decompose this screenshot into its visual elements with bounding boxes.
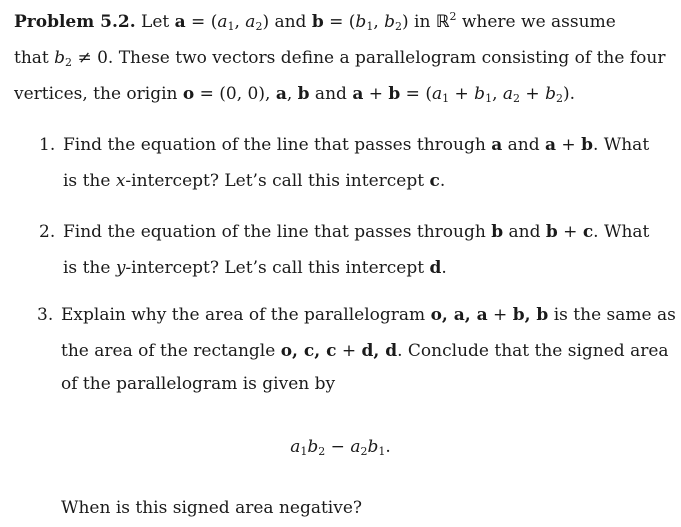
vector-a: a (544, 135, 556, 155)
var: b (367, 437, 379, 457)
vector-o: o (182, 84, 195, 104)
var: b (355, 12, 367, 32)
text: . What (593, 222, 650, 242)
vector-c: c (582, 222, 594, 242)
text: , (234, 12, 246, 32)
var: b (545, 84, 556, 104)
intro-line-3 (14, 83, 575, 105)
text: . Conclude that the signed area (397, 341, 669, 361)
text: the area of the rectangle (61, 341, 281, 361)
vector-a: a (174, 12, 186, 32)
vector-list: o, c, c (280, 341, 337, 361)
var: b (474, 84, 486, 104)
vector-b: b (297, 84, 310, 104)
text: ). (562, 84, 576, 104)
vector-b: b (311, 12, 324, 32)
text: ) in (402, 12, 436, 32)
text: + (449, 84, 475, 104)
var: y (115, 258, 126, 278)
text: + (487, 305, 513, 325)
intro-line-2 (14, 47, 665, 69)
subscript: 1 (227, 20, 235, 33)
item-2-line-2 (63, 257, 447, 279)
subscript: 2 (318, 445, 326, 458)
text: is the (63, 171, 116, 191)
text: -intercept? Let’s call this intercept (125, 258, 430, 278)
text: Let (141, 12, 175, 32)
intro-line-1 (14, 11, 616, 33)
text: + (556, 135, 582, 155)
text: is the (63, 258, 116, 278)
vector-list: b, b (512, 305, 549, 325)
text: + (363, 84, 389, 104)
subscript: 1 (366, 20, 374, 33)
text: vertices, the origin (14, 84, 183, 104)
text: + (520, 84, 546, 104)
text: and (502, 135, 545, 155)
text: Find the equation of the line that passes through (63, 222, 492, 242)
item-3-line-3: of the parallelogram is given by (61, 374, 336, 394)
text: where we assume (456, 12, 616, 32)
var: a (245, 12, 256, 32)
subscript: 1 (378, 445, 386, 458)
vector-d: d (429, 258, 442, 278)
problem-label: Problem 5.2. (14, 12, 136, 32)
item-1-number: 1. (39, 135, 56, 155)
vector-list: o, a, a (430, 305, 488, 325)
vector-b: b (545, 222, 558, 242)
item-3-number: 3. (37, 305, 54, 325)
text: , (373, 12, 385, 32)
text: = ( (400, 84, 432, 104)
subscript: 2 (255, 20, 263, 33)
var: a (350, 437, 361, 457)
text: − (325, 437, 351, 457)
text: , (286, 84, 298, 104)
text: = (0, 0), (194, 84, 276, 104)
text: ≠ 0. These two vectors define a parallelogram consisting of the four (72, 48, 666, 68)
text: . (439, 171, 446, 191)
text: and (503, 222, 546, 242)
text: , (492, 84, 503, 104)
signed-area-formula (0, 436, 681, 458)
text: . What (592, 135, 650, 155)
text: + (336, 341, 362, 361)
text: = ( (185, 12, 218, 32)
subscript: 1 (442, 92, 450, 105)
text: + (557, 222, 583, 242)
vector-a: a (352, 84, 364, 104)
text: ) and (262, 12, 312, 32)
text: Explain why the area of the parallelogram (61, 305, 431, 325)
subscript: 2 (360, 445, 368, 458)
var: a (290, 437, 301, 457)
reals-symbol: ℝ (435, 12, 450, 32)
var: b (384, 12, 396, 32)
var: a (502, 84, 514, 104)
vector-a: a (491, 135, 503, 155)
superscript: 2 (449, 10, 457, 23)
item-1-line-2 (63, 170, 445, 192)
text: = ( (323, 12, 356, 32)
var: b (54, 48, 66, 68)
text: Find the equation of the line that passes through (63, 135, 492, 155)
text: that (14, 48, 55, 68)
item-3-line-2 (61, 340, 669, 362)
text: and (309, 84, 353, 104)
vector-b: b (581, 135, 593, 155)
vector-list: d, d (361, 341, 398, 361)
text: is the same as (548, 305, 676, 325)
vector-c: c (429, 171, 440, 191)
item-3-question: When is this signed area negative? (61, 498, 363, 518)
item-2-number: 2. (39, 222, 56, 242)
var: x (115, 171, 126, 191)
var: a (217, 12, 228, 32)
subscript: 1 (485, 92, 493, 105)
text: -intercept? Let’s call this intercept (125, 171, 430, 191)
subscript: 2 (395, 20, 403, 33)
text: . (441, 258, 447, 278)
var: a (431, 84, 443, 104)
var: b (307, 437, 319, 457)
item-2-line-1 (63, 221, 649, 243)
subscript: 2 (555, 92, 563, 105)
vector-b: b (388, 84, 401, 104)
subscript: 1 (300, 445, 308, 458)
item-1-line-1 (63, 134, 649, 156)
item-3-line-1 (61, 304, 676, 326)
subscript: 2 (65, 56, 73, 69)
subscript: 2 (513, 92, 521, 105)
vector-b: b (491, 222, 504, 242)
text: . (385, 437, 391, 457)
vector-a: a (275, 84, 287, 104)
